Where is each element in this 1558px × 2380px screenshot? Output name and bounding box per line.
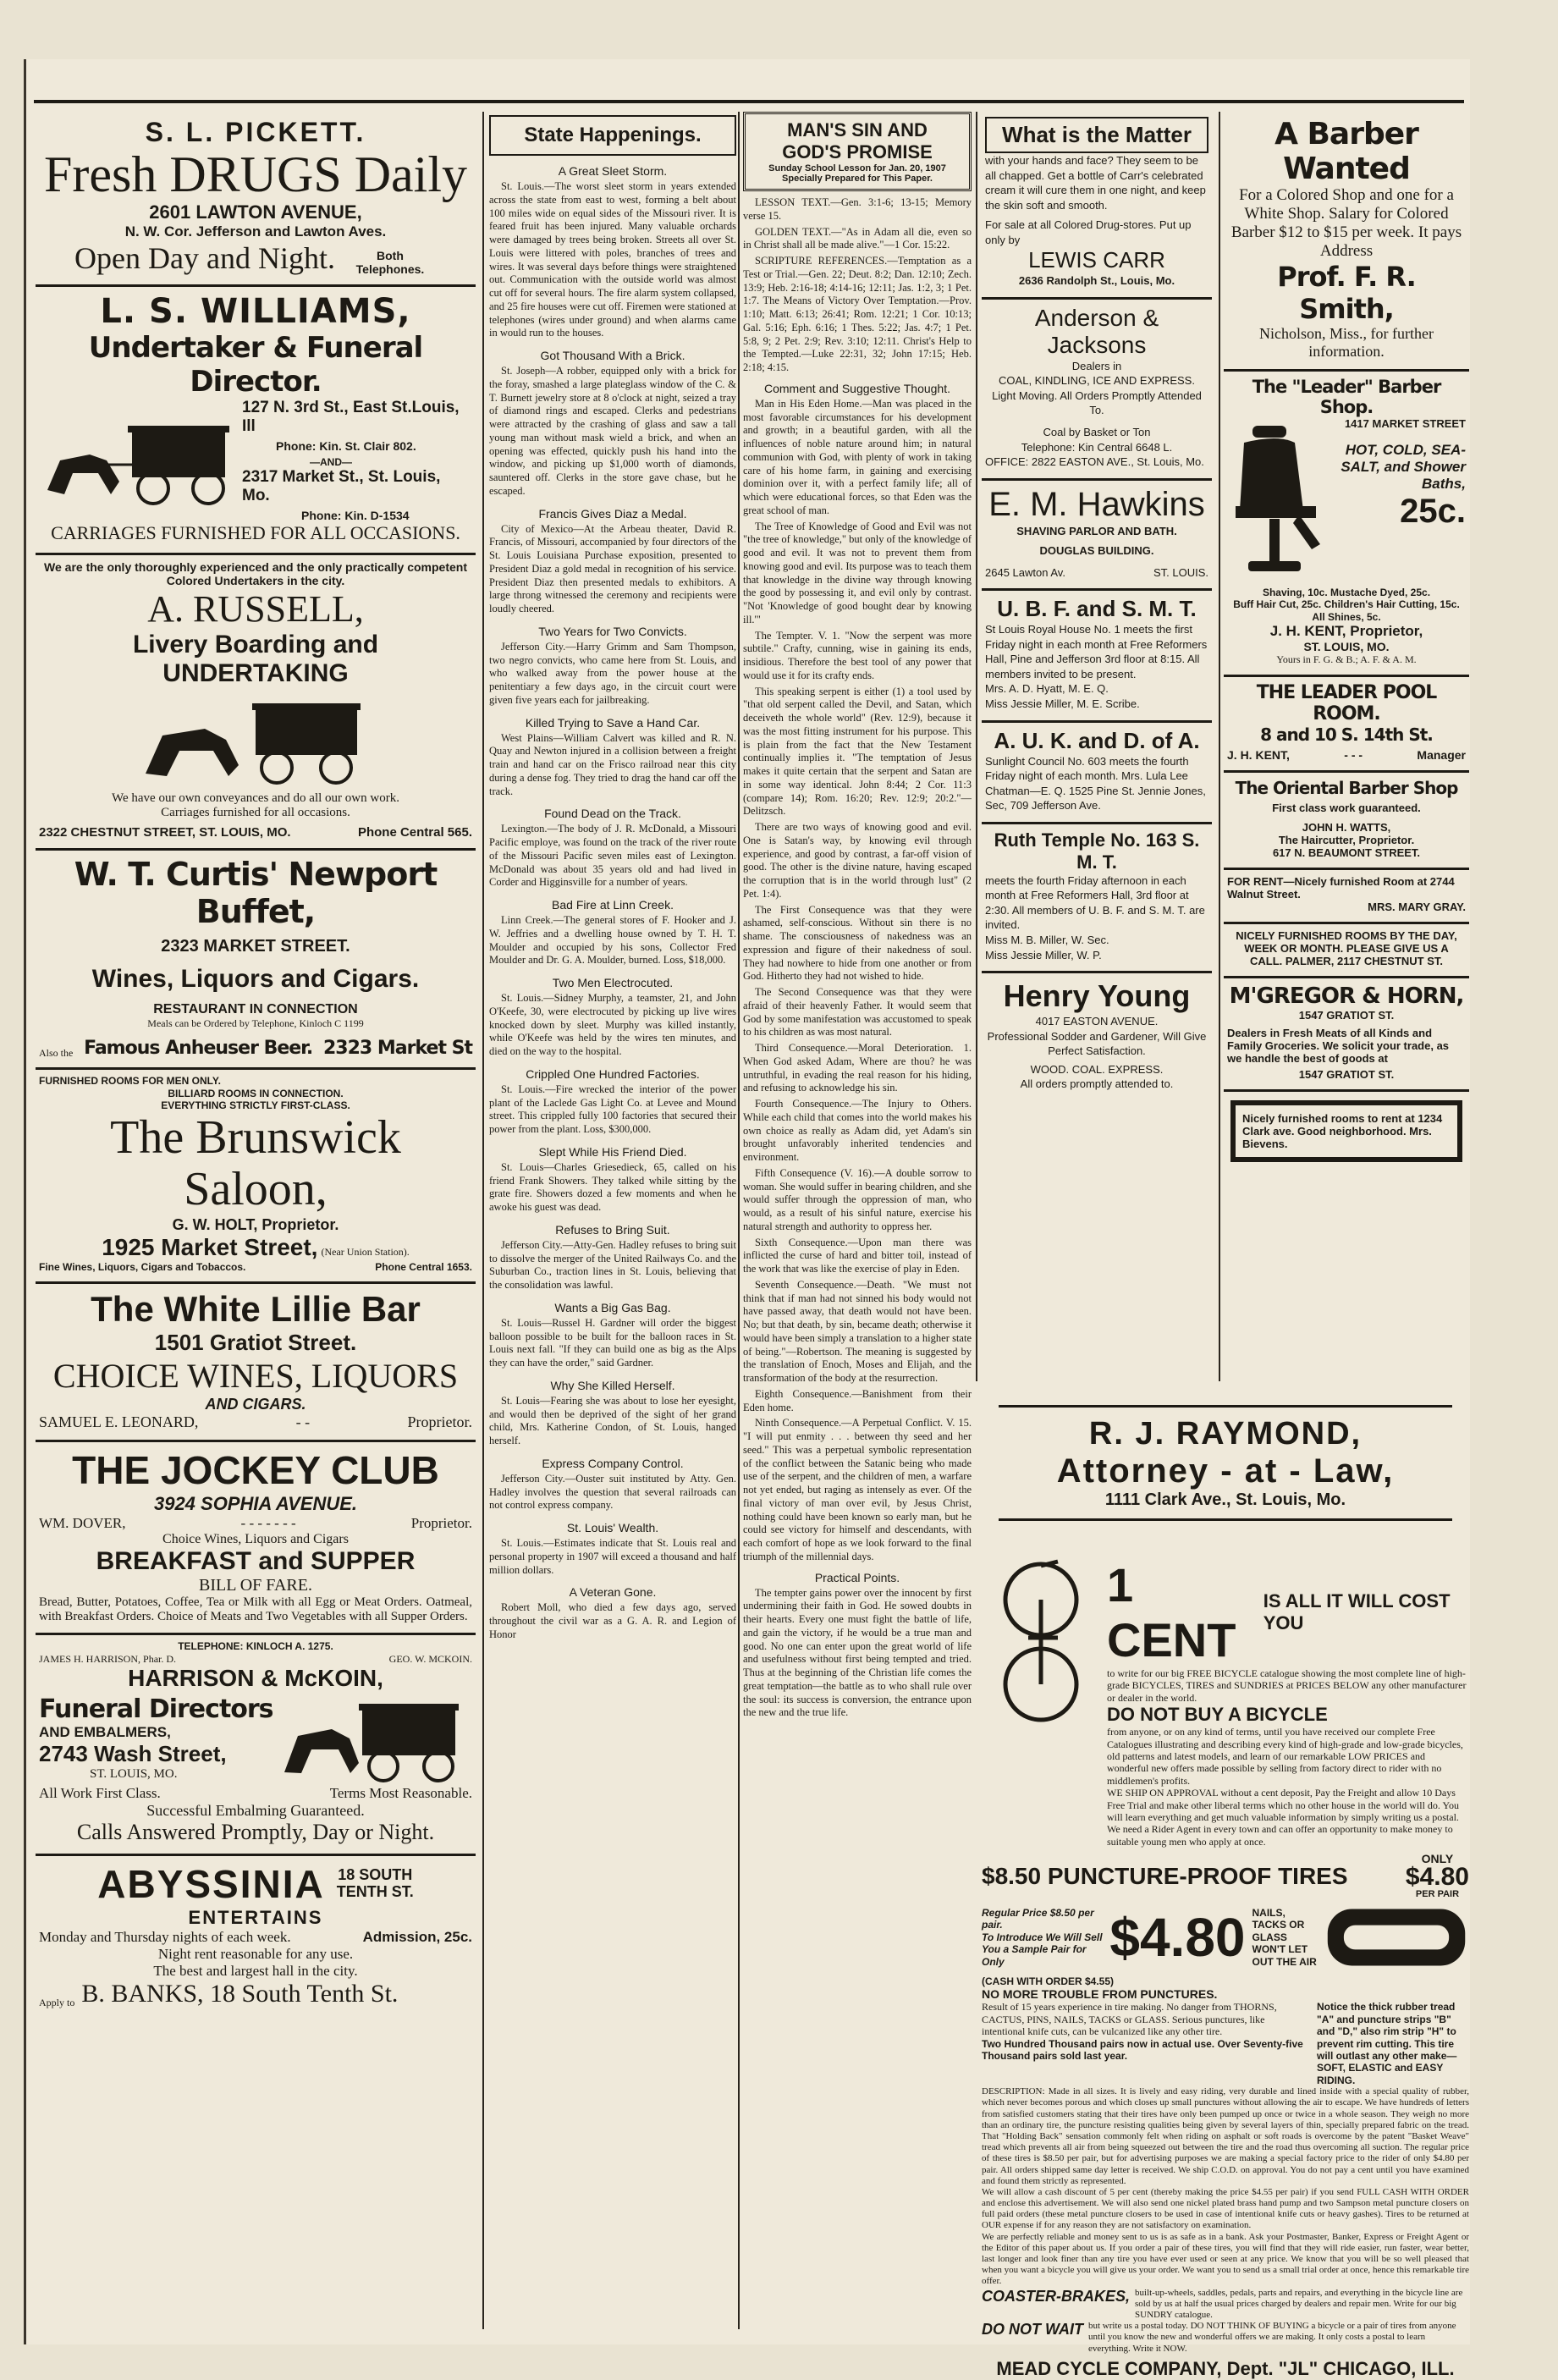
article-body: St. Louis—Russel H. Gardner will order the biggest balloon possible to be built for the balloon races in St. Louis next fall. "If they can build one as big as the Alps they can have the order," said Gardner.: [489, 1316, 736, 1369]
harrison-tel: TELEPHONE: KINLOCH A. 1275.: [178, 1640, 333, 1653]
young-head: Henry Young: [1003, 978, 1191, 1014]
article-body: St. Louis.—The worst sleet storm in years extended across the state from east to west, forming a belt about 100 miles wide on equal sides of the Missouri river. It is feared fruit has been injured. Many valuable orchards were damaged by trees being broken. Streets all over St. Louis were littered with poles, branches of trees and wires. It was several days before things were straightened out. Communication with the outside world was almost cut off for several hours. The fire alarm system collapsed, and 25 fire houses were cut off. Firemen were stationed at telephones (wires under ground) and when alarms came in would run to the houses.: [489, 180, 736, 339]
bike-only-price: $4.80: [1405, 1863, 1469, 1892]
young-goods: WOOD. COAL. EXPRESS.: [1030, 1062, 1164, 1076]
curtis-beer: Famous Anheuser Beer.: [84, 1038, 313, 1060]
lesson-paragraph: Sixth Consequence.—Upon man there was inflicted the curse of hard and bitter toil, instead of the work that was like the exercise of play in Eden.: [743, 1236, 972, 1275]
bike-cash: (CASH WITH ORDER $4.55): [982, 1975, 1115, 1988]
williams-addr2: 2317 Market St., St. Louis, Mo.: [242, 468, 441, 504]
ubf-notice: [982, 591, 1212, 722]
brunswick-name: The Brunswick Saloon,: [110, 1110, 401, 1216]
russell-intro: We are the only thoroughly experienced and the only practically competent Colored Undertakers in the city.: [44, 560, 467, 587]
russell-phone: Phone Central 565.: [357, 825, 472, 840]
harrison-addr: 2743 Wash Street,: [39, 1741, 227, 1767]
article-title: Refuses to Bring Suit.: [555, 1222, 670, 1237]
barber-addr: Nicholson, Miss., for further information.: [1259, 325, 1434, 360]
rent2-text: NICELY FURNISHED ROOMS BY THE DAY, WEEK OR MONTH. PLEASE GIVE US A CALL. PALMER, 2117 CHESTNUT ST.: [1236, 928, 1457, 967]
abyssinia-name: ABYSSINIA: [97, 1861, 325, 1906]
pool-head: THE LEADER POOL ROOM.: [1256, 681, 1437, 724]
oriental-addr: 617 N. BEAUMONT STREET.: [1272, 846, 1421, 859]
barber-name: Prof. F. R. Smith,: [1277, 261, 1416, 325]
article-title: Bad Fire at Linn Creek.: [552, 898, 674, 912]
harrison-ad: [36, 1635, 476, 1856]
column-2: [489, 112, 736, 2329]
rent1-text: FOR RENT—Nicely furnished Room at 2744 Walnut Street.: [1227, 874, 1455, 901]
abyssinia-admission: Admission, 25c.: [362, 1928, 472, 1945]
article-body: Robert Moll, who died a few days ago, served throughout the civil war as a G. A. R. and Legion of Honor: [489, 1601, 736, 1640]
news-article: [489, 1301, 736, 1370]
news-article: [489, 807, 736, 890]
mgregor-addr: 1547 GRATIOT ST.: [1298, 1008, 1395, 1022]
bike-dont-text: from anyone, or on any kind of terms, until you have received our complete Free Catalogues illustrating and describing every kind of high-grade and low-grade bicycles, old patterns and latest models, and learn of our remarkable LOW PRICES and wonderful new offers made possible by selling from factory direct to rider with no middlemen's profits.: [1107, 1726, 1463, 1787]
curtis-market: 2323 Market St: [323, 1038, 472, 1060]
young-orders: All orders promptly attended to.: [1020, 1077, 1174, 1091]
column-rule: [1219, 112, 1220, 1381]
column-1: [36, 112, 476, 2329]
article-body: St. Louis.—Fire wrecked the interior of the power plant of the Laclede Gas Light Co. at Levee and Mound street. This crippled fully 100 factories that secured their power from the plant. Loss, $300,000.: [489, 1083, 736, 1135]
ubf-l2: Miss Jessie Miller, M. E. Scribe.: [985, 697, 1140, 711]
leader-barber-ad: [1224, 372, 1469, 677]
lesson-paragraph: The Tree of Knowledge of Good and Evil was not "the tree of knowledge," but only of the knowledge of good and evil. It was not to prevent them from knowing good and evil. Its purpose was to teach them that knowledge in the divine way through knowing the good by possessing it, and evil only by contrast. "Not 'Knowledge of good bought dear by knowing ill.'": [743, 520, 972, 625]
harrison-title: Funeral Directors: [39, 1694, 273, 1725]
lesson-paragraph: Eighth Consequence.—Banishment from their Eden home.: [743, 1387, 972, 1413]
anderson-head: Anderson & Jacksons: [1034, 304, 1159, 358]
article-body: St. Louis.—Sidney Murphy, a teamster, 21, and John O'Keefe, 30, were electrocuted by picking up live wires knocked down by sleet. Murphy was killed instantly, while O'Keefe was held by the wires ten minutes, and died on the way to the hospital.: [489, 992, 736, 1057]
barber-wanted-ad: [1224, 112, 1469, 372]
williams-name: L. S. WILLIAMS,: [100, 292, 411, 331]
article-body: Linn Creek.—The general stores of F. Hooker and J. W. Jeffries and a dwelling house owned by T. H. T. Moulder and occupied by his sons, Collector Fred Moulder and Dr. G. A. Moulder, burned. Loss, $18,000.: [489, 914, 736, 967]
article-title: Two Men Electrocuted.: [552, 976, 674, 989]
matter-head: What is the Matter: [985, 117, 1208, 153]
pool-prop: J. H. KENT,: [1227, 747, 1290, 762]
comment-title: Comment and Suggestive Thought.: [764, 381, 950, 395]
article-title: A Great Sleet Storm.: [558, 164, 668, 178]
lesson-paragraph: The Tempter. V. 1. "Now the serpent was more subtile." Crafty, cunning, wise in gaining its ends, insidious. Therefore the best tool of any power that would use it for its crafty ends.: [743, 629, 972, 681]
hearse-illustration: [278, 1692, 472, 1785]
column-4: [982, 112, 1212, 1381]
harrison-calls: Calls Answered Promptly, Day or Night.: [76, 1819, 435, 1844]
column-rule: [482, 112, 484, 2329]
lillie-addr: 1501 Gratiot Street.: [154, 1330, 357, 1356]
abyssinia-rent1: Night rent reasonable for any use.: [157, 1945, 354, 1962]
article-body: St. Louis—Fearing she was about to lose her eyesight, and would then be deprived of the sight of her grand child, Mrs. Katherine Condon, of St. Louis, hanged herself.: [489, 1394, 736, 1446]
barber-head: A Barber Wanted: [1274, 117, 1418, 186]
mgregor-text: Dealers in Fresh Meats of all Kinds and Family Groceries. We solicit your trade, as we handle the best of goods at: [1227, 1026, 1450, 1065]
curtis-wines: Wines, Liquors and Cigars.: [91, 965, 420, 993]
bike-coaster: COASTER-BRAKES,: [982, 2287, 1131, 2305]
bike-agent: We need a Rider Agent in every town and can offer an opportunity to make money to suitable young men who apply at once.: [1107, 1823, 1453, 1848]
oriental-ad: [1224, 773, 1469, 870]
pickett-ad: [36, 112, 476, 287]
lillie-prop: Proprietor.: [407, 1413, 472, 1431]
article-body: Lexington.—The body of J. R. McDonald, a Missouri Pacific employe, was found on the track of the river route of the Missouri Pacific seven miles east of Lexington. McDonald was about 35 years old and had lived in Corder and Higginsville for a number of years.: [489, 823, 736, 889]
bike-dont: DO NOT BUY A BICYCLE: [1107, 1704, 1328, 1726]
pickett-address: 2601 LAWTON AVENUE,: [149, 201, 362, 223]
bike-notice: Notice the thick rubber tread "A" and puncture strips "B" and "D," also rim strip "H" to prevent rim cutting. This tire will outlast any other make—SOFT, ELASTIC and EASY RIDING.: [1317, 2001, 1457, 2086]
williams-phone1: Phone: Kin. St. Clair 802.: [276, 439, 416, 453]
leader-prices1: Shaving, 10c. Mustache Dyed, 25c.: [1262, 587, 1431, 598]
rent-ad-palmer: [1224, 924, 1469, 978]
column-rule: [738, 112, 740, 2329]
leader-head: The "Leader" Barber Shop.: [1252, 377, 1441, 417]
bike-price: $4.80: [1109, 1907, 1246, 1969]
ubf-head: U. B. F. and S. M. T.: [997, 596, 1197, 622]
lillie-ad: [36, 1284, 476, 1442]
jockey-prop-name: WM. DOVER,: [39, 1515, 126, 1532]
mgregor-head: M'GREGOR & HORN,: [1229, 983, 1464, 1009]
abyssinia-ent: ENTERTAINS: [188, 1906, 323, 1928]
curtis-name: W. T. Curtis' Newport Buffet,: [74, 856, 438, 930]
williams-addr1: 127 N. 3rd St., East St.Louis, Ill: [242, 399, 460, 435]
harrison-success: Successful Embalming Guaranteed.: [146, 1801, 365, 1819]
news-article: [489, 1457, 736, 1512]
leader-prop: J. H. KENT, Proprietor,: [1269, 623, 1423, 640]
anderson-moving: Light Moving. All Orders Promptly Attended To.: [992, 388, 1202, 417]
russell-title: Livery Boarding and UNDERTAKING: [132, 631, 379, 687]
leader-prices2: Buff Hair Cut, 25c. Children's Hair Cutting, 15c.: [1233, 598, 1460, 611]
auk-head: A. U. K. and D. of A.: [994, 727, 1200, 753]
bike-per-pair: PER PAIR: [1415, 1889, 1460, 1900]
rent3-text: Nicely furnished rooms to rent at 1234 Clark ave. Good neighborhood. Mrs. Bievens.: [1242, 1111, 1443, 1150]
curtis-also: Also the: [39, 1047, 74, 1059]
ubf-text: St Louis Royal House No. 1 meets the first Friday night in each month at Free Reformers Hall, Pine and Jefferson 3rd floor at 8:15. All members invited to be present.: [985, 623, 1208, 680]
abyssinia-ad: [36, 1856, 476, 2017]
lesson-text: LESSON TEXT.—Gen. 3:1-6; 13-15; Memory verse 15.: [743, 196, 972, 222]
news-article: [489, 1585, 736, 1641]
news-article: [489, 1379, 736, 1448]
russell-note2: Carriages furnished for all occasions.: [161, 806, 350, 819]
article-title: Two Years for Two Convicts.: [538, 624, 687, 638]
article-title: Found Dead on the Track.: [544, 807, 681, 821]
lillie-name: The White Lillie Bar: [91, 1289, 421, 1330]
hawkins-sub: SHAVING PARLOR AND BATH.: [1016, 524, 1177, 537]
leader-price: 25c.: [1400, 493, 1466, 530]
williams-title: Undertaker & Funeral Director.: [88, 331, 423, 399]
bike-wait-text: but write us a postal today. DO NOT THINK OF BUYING a bicycle or a pair of tires from anyone until you know the new and wonderful offers we are making. It only costs a postal to learn everything. Write it NOW.: [1088, 2321, 1456, 2354]
article-title: A Veteran Gone.: [569, 1585, 657, 1600]
pickett-headline: Fresh DRUGS Daily: [43, 146, 467, 202]
column-rule: [976, 112, 977, 1381]
anderson-goods: COAL, KINDLING, ICE AND EXPRESS.: [999, 374, 1195, 388]
abyssinia-apply: Apply to: [39, 1996, 75, 2008]
news-article: [489, 349, 736, 499]
anderson-coal: Coal by Basket or Ton: [1043, 426, 1151, 439]
lesson-paragraph: Fourth Consequence.—The Injury to Others. While each child that comes into the world makes his own choice as really as Adam did, yet Adam's sin brought unfavorably inherited tendencies and environment.: [743, 1098, 972, 1163]
article-title: Wants a Big Gas Bag.: [554, 1300, 671, 1314]
lesson-paragraph: Man in His Eden Home.—Man was placed in the most favorable circumstances for his development and growth; in a beautiful garden, with all the influences of noble nature around him; in natural communion with God, with plenty of work in taking care of his home farm, in gaining and exercising dominion over it, with a perfect family life; all of which were educational forces, so that Eden was the great school of man.: [743, 397, 972, 516]
article-body: Jefferson City.—Atty-Gen. Hadley refuses to bring suit to dissolve the merger of the United Railways Co. and the Suburban Co., traction lines in St. Louis, believing that the consolidation was lawful.: [489, 1238, 736, 1291]
article-title: Slept While His Friend Died.: [538, 1144, 687, 1159]
hawkins-bldg: DOUGLAS BUILDING.: [1039, 544, 1154, 558]
leader-yours: Yours in F. G. & B.; A. F. & A. M.: [1276, 653, 1417, 666]
pickett-phones: Both Telephones.: [355, 249, 425, 276]
auk-text: Sunlight Council No. 603 meets the fourth Friday night of each month. Mrs. Lula Lee Chatman—E. Q. 1525 Pine St. Jennie Jones, Sec, 709 Jefferson Ave.: [985, 754, 1206, 813]
curtis-restaurant: RESTAURANT IN CONNECTION: [153, 1002, 358, 1016]
hearse-illustration: [39, 414, 242, 507]
lesson-paragraph: The Second Consequence was that they were afraid of their heavenly Father. It would seem that God by some manifestation was accustomed to speak to his children as was most natural.: [743, 986, 972, 1038]
curtis-addr: 2323 MARKET STREET.: [161, 937, 350, 956]
lesson-head1: MAN'S SIN AND: [787, 119, 928, 140]
pickett-name: S. L. PICKETT.: [145, 117, 366, 147]
article-body: St. Joseph—A robber, equipped only with a brick for the foray, smashed a large plateglass window of the C. & T. Burnett jewelry store at 8 o'clock at night, seized a tray of diamond rings and escaped. Clerks and pedestrians were attracted by the crashing of glass and saw a tall young man without mask wield a brick, and when an opening was effected, quickly push his hand into the window, and picking up $1,000 worth of diamonds, sauntered off. Clerks in the store gave chase, but he escaped.: [489, 365, 736, 497]
bike-description: DESCRIPTION: Made in all sizes. It is lively and easy riding, very durable and lined inside with a special quality of rubber, which never becomes porous and which closes up small punctures without allowing the air to escape. We have hundreds of letters from satisfied customers stating that their tires have only been pumped up once or twice in a whole season. They weigh no more than an ordinary tire, the puncture resisting qualities being given by several layers of thin, specially prepared fabric on the tread. That "Holding Back" sensation commonly felt when riding on asphalt or soft roads is overcome by the patent "Basket Weave" tread which prevents all air from being squeezed out between the tire and the road thus overcoming all suction. The regular price of these tires is $8.50 per pair, but for advertising purposes we are making a special factory price to the rider of only $4.80 per pair. All orders shipped same day letter is received. We ship C.O.D. on approval. You do not pay a cent until you have examined and found them strictly as represented.: [982, 2086, 1469, 2186]
ruth-l2: Miss Jessie Miller, W. P.: [985, 948, 1102, 961]
brunswick-near: (Near Union Station).: [321, 1245, 410, 1258]
harrison-terms: Terms Most Reasonable.: [329, 1784, 472, 1801]
harrison-name: HARRISON & McKOIN,: [128, 1664, 383, 1691]
hawkins-head: E. M. Hawkins: [988, 485, 1205, 523]
anderson-ad: [982, 300, 1212, 481]
ubf-l1: Mrs. A. D. Hyatt, M. E. Q.: [985, 682, 1109, 696]
hawkins-addr: 2645 Lawton Av.: [985, 565, 1065, 579]
jockey-name: THE JOCKEY CLUB: [72, 1448, 439, 1493]
pickett-open: Open Day and Night.: [74, 241, 335, 275]
leader-city: ST. LOUIS, MO.: [1303, 640, 1390, 654]
abyssinia-nights: Monday and Thursday nights of each week.: [39, 1928, 291, 1945]
williams-carriages: CARRIAGES FURNISHED FOR ALL OCCASIONS.: [51, 522, 460, 543]
news-article: [489, 1223, 736, 1292]
russell-name: A. RUSSELL,: [147, 588, 364, 630]
curtis-meals: Meals can be Ordered by Telephone, Kinloch C 1199: [147, 1017, 364, 1029]
brunswick-ad: [36, 1070, 476, 1284]
lillie-prop-name: SAMUEL E. LEONARD,: [39, 1413, 199, 1431]
news-article: [489, 976, 736, 1059]
raymond-name: R. J. RAYMOND,: [1088, 1416, 1363, 1452]
oriental-text: First class work guaranteed.: [1272, 801, 1421, 814]
russell-address: 2322 CHESTNUT STREET, ST. LOUIS, MO.: [39, 825, 291, 840]
bike-reliable: We are perfectly reliable and money sent to us is as safe as in a bank. Ask your Postmaster, Banker, Express or Freight Agent or the Editor of this paper about us. If you order a pair of these tires, you will find that they will ride easier, run faster, wear better, last longer and look finer than any tire you have ever used or seen at any price. We know that you will be so well pleased that when you want a bicycle you will give us your order. We want you to send us a small trial order at once, hence this remarkable tire offer.: [982, 2231, 1469, 2287]
russell-note1: We have our own conveyances and do all our own work.: [112, 791, 399, 805]
jockey-ad: [36, 1442, 476, 1635]
column-5: [1224, 112, 1469, 1381]
matter-text: with your hands and face? They seem to be all chapped. Get a bottle of Carr's celebrated cream it will cure them in one night, and keep the skin soft and smooth.: [985, 154, 1206, 212]
lesson-header-box: [743, 112, 972, 191]
state-happenings-articles: [489, 164, 736, 1642]
brunswick-phone: Phone Central 1653.: [375, 1260, 472, 1273]
bike-introduce: To Introduce We Will Sell You a Sample Pair for Only: [982, 1931, 1103, 1968]
oriental-role: The Haircutter, Proprietor.: [1278, 833, 1415, 846]
article-body: City of Mexico—At the Arbeau theater, David R. Francis, of Missouri, accompanied by four directors of the St. Louis Louisiana Purchase exposition, presented to President Diaz a gold medal in recognition of his service. President Diaz then presented medals to exhibitors. A large throng witnessed the ceremony and recipients were loudly cheered.: [489, 522, 736, 614]
bike-nails: NAILS, TACKS OR GLASS WON'T LET OUT THE AIR: [1252, 1907, 1317, 1968]
curtis-ad: [36, 851, 476, 1070]
hawkins-ad: [982, 481, 1212, 592]
bike-mead: MEAD CYCLE COMPANY, Dept. "JL" CHICAGO, ILL.: [996, 2357, 1455, 2379]
article-body: Jefferson City.—Harry Grimm and Sam Thompson, two negro convicts, who came here from St. Louis, and who walked away from the power house at the penitentiary a few days ago, in the circuit court were given five years each for jailbreaking.: [489, 640, 736, 706]
barber-text: For a Colored Shop and one for a White Shop. Salary for Colored Barber $12 to $15 per week. It pays Address: [1230, 186, 1462, 260]
news-article: [489, 716, 736, 799]
matter-sale: For sale at all Colored Drug-stores. Put up only by: [985, 218, 1192, 246]
rent-ad-bievens: [1230, 1100, 1462, 1162]
anderson-tel: Telephone: Kin Central 6648 L.: [1021, 440, 1173, 454]
abyssinia-addr1: 18 SOUTH: [338, 1866, 413, 1884]
brunswick-rooms: FURNISHED ROOMS FOR MEN ONLY.: [39, 1075, 221, 1088]
bike-dont-wait: DO NOT WAIT: [982, 2321, 1083, 2339]
news-article: [489, 898, 736, 967]
article-title: St. Louis' Wealth.: [566, 1521, 659, 1534]
barber-chair-illustration: [1227, 417, 1329, 587]
harrison-work: All Work First Class.: [39, 1784, 161, 1801]
jockey-bill: BILL OF FARE.: [199, 1576, 312, 1595]
jockey-meals: BREAKFAST and SUPPER: [96, 1547, 416, 1576]
hawkins-city: ST. LOUIS.: [1153, 565, 1208, 579]
williams-phone2: Phone: Kin. D-1534: [301, 509, 410, 522]
bike-cost: IS ALL IT WILL COST YOU: [1263, 1590, 1451, 1633]
bike-discount: We will allow a cash discount of 5 per cent (thereby making the price $4.55 per pair) if you send FULL CASH WITH ORDER and enclose this advertisement. We will also send one nickel plated brass hand pump and two Sampson metal puncture closers on full paid orders (these metal puncture closers to be used in case of intentional knife cuts or heavy gashes). Tires to be returned at OUR expense if for any reason they are not satisfactory on examination.: [982, 2186, 1469, 2231]
leader-shines: All Shines, 5c.: [1312, 610, 1381, 623]
brunswick-billiard: BILLIARD ROOMS IN CONNECTION.: [168, 1087, 344, 1099]
bike-cent: 1 CENT: [1107, 1558, 1236, 1667]
article-body: St. Louis—Charles Griesedieck, 65, called on his friend Frank Showers. They talked while sitting by the grate fire. Showers dozed a few moments and when he awoke his guest was dead.: [489, 1160, 736, 1213]
lesson-paragraph: Third Consequence.—Moral Deterioration. 1. When God asked Adam, Where are thou? he was untruthful, in evading the real reason for his hiding, and refusing to acknowledge his sin.: [743, 1042, 972, 1094]
russell-ad: [36, 555, 476, 851]
hearse-illustration: [129, 693, 383, 786]
rent-ad-gray: [1224, 870, 1469, 924]
article-title: Crippled One Hundred Factories.: [526, 1066, 700, 1081]
auk-notice: [982, 723, 1212, 824]
lesson-paragraph: There are two ways of knowing good and evil. One is Satan's way, by knowing evil through experience, and good by contrast, a far-off vision of good. The other is the divine nature, having escaped the corruption that is in the world through lust" (2 Pet. 1:4).: [743, 821, 972, 900]
ruth-head: Ruth Temple No. 163 S. M. T.: [994, 829, 1200, 873]
bike-sold: Two Hundred Thousand pairs now in actual use. Over Seventy-five Thousand pairs sold last year.: [982, 2037, 1303, 2063]
anderson-dealers: Dealers in: [1071, 359, 1122, 372]
lillie-dash: - -: [295, 1413, 311, 1431]
lesson-paragraph: This speaking serpent is either (1) a tool used by "that old serpent called the Devil, and Satan, which deceiveth the whole world" (Rev. 12:9), because it was the most fitting instrument for his purpose. This is plain from the fact that the New Testament continually implies it. "The temptation of Jesus makes it quite certain that the serpent and Satan are in some way identical. John 8:44; 2 Cor. 11:3 (compare 14); Rom. 16:20; Rev. 12:9; 20:2."—Delitzsch.: [743, 685, 972, 818]
bike-only: ONLY: [1421, 1852, 1454, 1866]
article-title: Express Company Control.: [542, 1456, 684, 1470]
lesson-paragraphs: [743, 398, 972, 1564]
young-text: Professional Sodder and Gardener, Will Give Perfect Satisfaction.: [987, 1029, 1207, 1058]
ruth-notice: [982, 824, 1212, 973]
lesson-paragraph: Fifth Consequence (V. 16).—A double sorrow to woman. She would suffer in bearing children, and she would suffer through the oppression of man, who would, as a result of his sinful nature, exercise his natural strength and authority to oppress her.: [743, 1166, 972, 1232]
scripture-refs: SCRIPTURE REFERENCES.—Temptation as a Test or Trial.—Gen. 22; Deut. 8:2; Dan. 12:10; Zech. 13:9; Heb. 2:16-18; 4:14-16; 12:11; Jas. 1:2, 3; 1 Pet. 1:7. The Means of Victory Over Temptation.—Prov. 1:10; Matt. 6:13; 26:41; Rom. 12:21; 1 Cor. 10:13; Gal. 5:16; Eph. 6:16; 1 Thes. 5:22; Jas. 4:7; 1 Pet. 5:8, 9; 2 Pet. 2:9; Rev. 3:10; 12:11. Christ's Help to the Tempted.—Luke 22:31, 32; John 17:15; Heb. 2:18; 4:15.: [743, 255, 972, 373]
practical-text: The tempter gains power over the innocent by first undermining their faith in God. He sowed doubts in their hearts. Every one must fight the battle of life, and gain the victory, if he would be a true man and good. No one can enter upon the great world of life and usefulness without first being tempted and tried. Thus at the beginning of the Christian life comes the great temptation—the battle as to who shall rule over the soul: its success is conversion, the entrance upon the new and the true life.: [743, 1586, 972, 1719]
matter-ad: [982, 112, 1212, 300]
williams-ad: [36, 287, 476, 555]
bicycle-illustration: [982, 1557, 1100, 1727]
article-body: West Plains—William Calvert was killed and R. N. Quay and Newton injured in a collision between a freight train and hand car on the Frisco railroad near this city during a dense fog. They tried to drag the hand car off the track.: [489, 731, 736, 797]
mgregor-addr2: 1547 GRATIOT ST.: [1298, 1067, 1395, 1081]
lesson-sub: Sunday School Lesson for Jan. 20, 1907: [768, 163, 946, 174]
lillie-choice: CHOICE WINES, LIQUORS: [52, 1357, 459, 1396]
practical-title: Practical Points.: [814, 1570, 900, 1584]
lesson-paragraph: Seventh Consequence.—Death. "We must not think that if man had not sinned his body would not have passed away, that death would not have been. No; but that death, by sin, became death; otherwise it would have been simply a translation to a higher state of being."—Robertson. The meaning is suggested by the translation of Enoch, Moses and Elijah, and the transformation of the body at the resurrection.: [743, 1278, 972, 1384]
tire-illustration: [1324, 1899, 1469, 1975]
article-title: Got Thousand With a Brick.: [540, 349, 685, 362]
news-article: [489, 1521, 736, 1577]
lesson-spec: Specially Prepared for This Paper.: [782, 174, 933, 184]
news-article: [489, 164, 736, 340]
rent1-name: MRS. MARY GRAY.: [1368, 900, 1466, 913]
williams-and: —AND—: [310, 456, 352, 468]
bike-regular: Regular Price $8.50 per pair.: [982, 1907, 1094, 1931]
lesson-head2: GOD'S PROMISE: [782, 141, 933, 163]
harrison-right: GEO. W. MCKOIN.: [388, 1652, 472, 1665]
article-body: Jefferson City.—Ouster suit instituted by Atty. Gen. Hadley involves the question that several railroads can not control express company.: [489, 1472, 736, 1512]
oriental-head: The Oriental Barber Shop: [1235, 777, 1458, 798]
column-3: [743, 112, 972, 2329]
bike-result: Result of 15 years experience in tire making. No danger from THORNS, CACTUS, PINS, NAILS, TACKS or GLASS. Serious punctures, like intentional knife cuts, can be vulcanized like any other tire.: [982, 2001, 1277, 2038]
brunswick-prop: G. W. HOLT, Proprietor.: [172, 1215, 339, 1233]
pool-addr: 8 and 10 S. 14th St.: [1260, 724, 1433, 745]
top-rule: [34, 100, 1464, 103]
jockey-choice: Choice Wines, Liquors and Cigars: [162, 1532, 349, 1547]
bike-write: to write for our big FREE BICYCLE catalogue showing the most complete line of high-grade BICYCLES, TIRES and SUNDRIES at PRICES BELOW any other manufacturer or dealer in the world.: [1107, 1667, 1467, 1704]
harrison-emb: AND EMBALMERS,: [39, 1724, 171, 1741]
jockey-prop: Proprietor.: [410, 1515, 472, 1532]
mead-cycle-ad: [982, 1557, 1469, 2379]
anderson-office: OFFICE: 2822 EASTON AVE., St. Louis, Mo.: [985, 455, 1204, 469]
mgregor-ad: [1224, 978, 1469, 1092]
bike-approval: WE SHIP ON APPROVAL without a cent deposit, Pay the Freight and allow 10 Days Free Trial and make other liberal terms which no other house in the world will do. You will learn everything and get much valuable information by simply writing us a postal.: [1107, 1787, 1459, 1823]
article-title: Killed Trying to Save a Hand Car.: [525, 715, 701, 730]
matter-addr: 2636 Randolph St., Louis, Mo.: [1018, 274, 1175, 288]
article-title: Francis Gives Diaz a Medal.: [538, 506, 687, 521]
news-article: [489, 1145, 736, 1215]
ruth-l1: Miss M. B. Miller, W. Sec.: [985, 933, 1109, 946]
young-addr: 4017 EASTON AVENUE.: [1035, 1015, 1159, 1028]
matter-name: LEWIS CARR: [1028, 247, 1165, 273]
article-title: Why She Killed Herself.: [550, 1378, 675, 1392]
article-body: St. Louis.—Estimates indicate that St. Louis real and personal property in 1907 will exceed a thousand and half million dollars.: [489, 1537, 736, 1576]
pickett-corner: N. W. Cor. Jefferson and Lawton Aves.: [124, 223, 387, 240]
young-ad: [982, 973, 1212, 1100]
leader-hot: HOT, COLD, SEA-SALT, and Shower Baths,: [1341, 442, 1466, 492]
abyssinia-addr2: TENTH ST.: [336, 1882, 414, 1900]
jockey-desc: Bread, Butter, Potatoes, Coffee, Tea or Milk with all Egg or Meat Orders. Oatmeal, with Breakfast Orders. Choice of Meats and Two Vegetables with all Supper Orders.: [39, 1595, 472, 1624]
pool-dash: - - -: [1344, 747, 1363, 762]
abyssinia-banks: B. BANKS, 18 South Tenth St.: [81, 1979, 399, 2008]
golden-text: GOLDEN TEXT.—"As in Adam all die, even so in Christ shall all be made alive."—1 Cor. 15:22.: [743, 225, 972, 251]
ruth-text: meets the fourth Friday afternoon in each month at Free Reformers Hall, 3rd floor at 2:30. All members of U. B. F. and S. M. T. are invited.: [985, 873, 1205, 932]
harrison-left: JAMES H. HARRISON, Phar. D.: [39, 1652, 177, 1665]
bike-no-trouble: NO MORE TROUBLE FROM PUNCTURES.: [982, 1987, 1218, 2002]
jockey-addr: 3924 SOPHIA AVENUE.: [153, 1493, 358, 1515]
brunswick-fine: Fine Wines, Liquors, Cigars and Tobaccos.: [39, 1260, 246, 1273]
lesson-paragraph: The First Consequence was that they were ashamed, self-conscious. Without sin there is no shame. The consciousness of nakedness was an expression and figure of their nakedness of soul. They had nowhere to hide from one another or from God. Hitherto they had not wished to hide.: [743, 903, 972, 983]
news-article: [489, 625, 736, 708]
lesson-paragraph: Ninth Consequence.—A Perpetual Conflict. V. 15. "I will put enmity . . . between thy seed and her seed." This was a perpetual symbolic representation of the conflict between the Satanic being who made use of the serpent, and the children of men, a warfare not yet ended, but raging as intensely as ever. Of the final victory of man over evil, by Jesus Christ, nothing could have been known so early man, but he could see victory for himself and descendants, with each comfort of hope as we look forward to the final triumph of the millennial days.: [743, 1417, 972, 1562]
brunswick-addr: 1925 Market Street,: [102, 1233, 318, 1260]
raymond-ad: [982, 1405, 1469, 1521]
oriental-name: JOHN H. WATTS,: [1302, 820, 1391, 834]
pool-role: Manager: [1417, 747, 1466, 762]
leader-addr: 1417 MARKET STREET: [1344, 417, 1466, 430]
bike-coaster-text: built-up-wheels, saddles, pedals, parts and repairs, and everything in the bicycle line are sold by us at half the usual prices charged by dealers and repair men. Write for our big SUNDRY catalogue.: [1135, 2287, 1463, 2320]
bike-puncture: $8.50 PUNCTURE-PROOF TIRES: [982, 1862, 1348, 1889]
abyssinia-rent2: The best and largest hall in the city.: [153, 1962, 358, 1979]
brunswick-strict: EVERYTHING STRICTLY FIRST-CLASS.: [161, 1099, 350, 1112]
jockey-dash: - - - - - - -: [240, 1515, 296, 1532]
harrison-city: ST. LOUIS, MO.: [90, 1767, 178, 1782]
lillie-cigars: AND CIGARS.: [205, 1396, 306, 1413]
raymond-addr: 1111 Clark Ave., St. Louis, Mo.: [1104, 1490, 1346, 1509]
pool-room-ad: [1224, 677, 1469, 773]
news-article: [489, 1067, 736, 1137]
news-article: [489, 507, 736, 616]
raymond-title: Attorney - at - Law,: [1056, 1452, 1395, 1490]
state-happenings-head: State Happenings.: [489, 115, 736, 156]
